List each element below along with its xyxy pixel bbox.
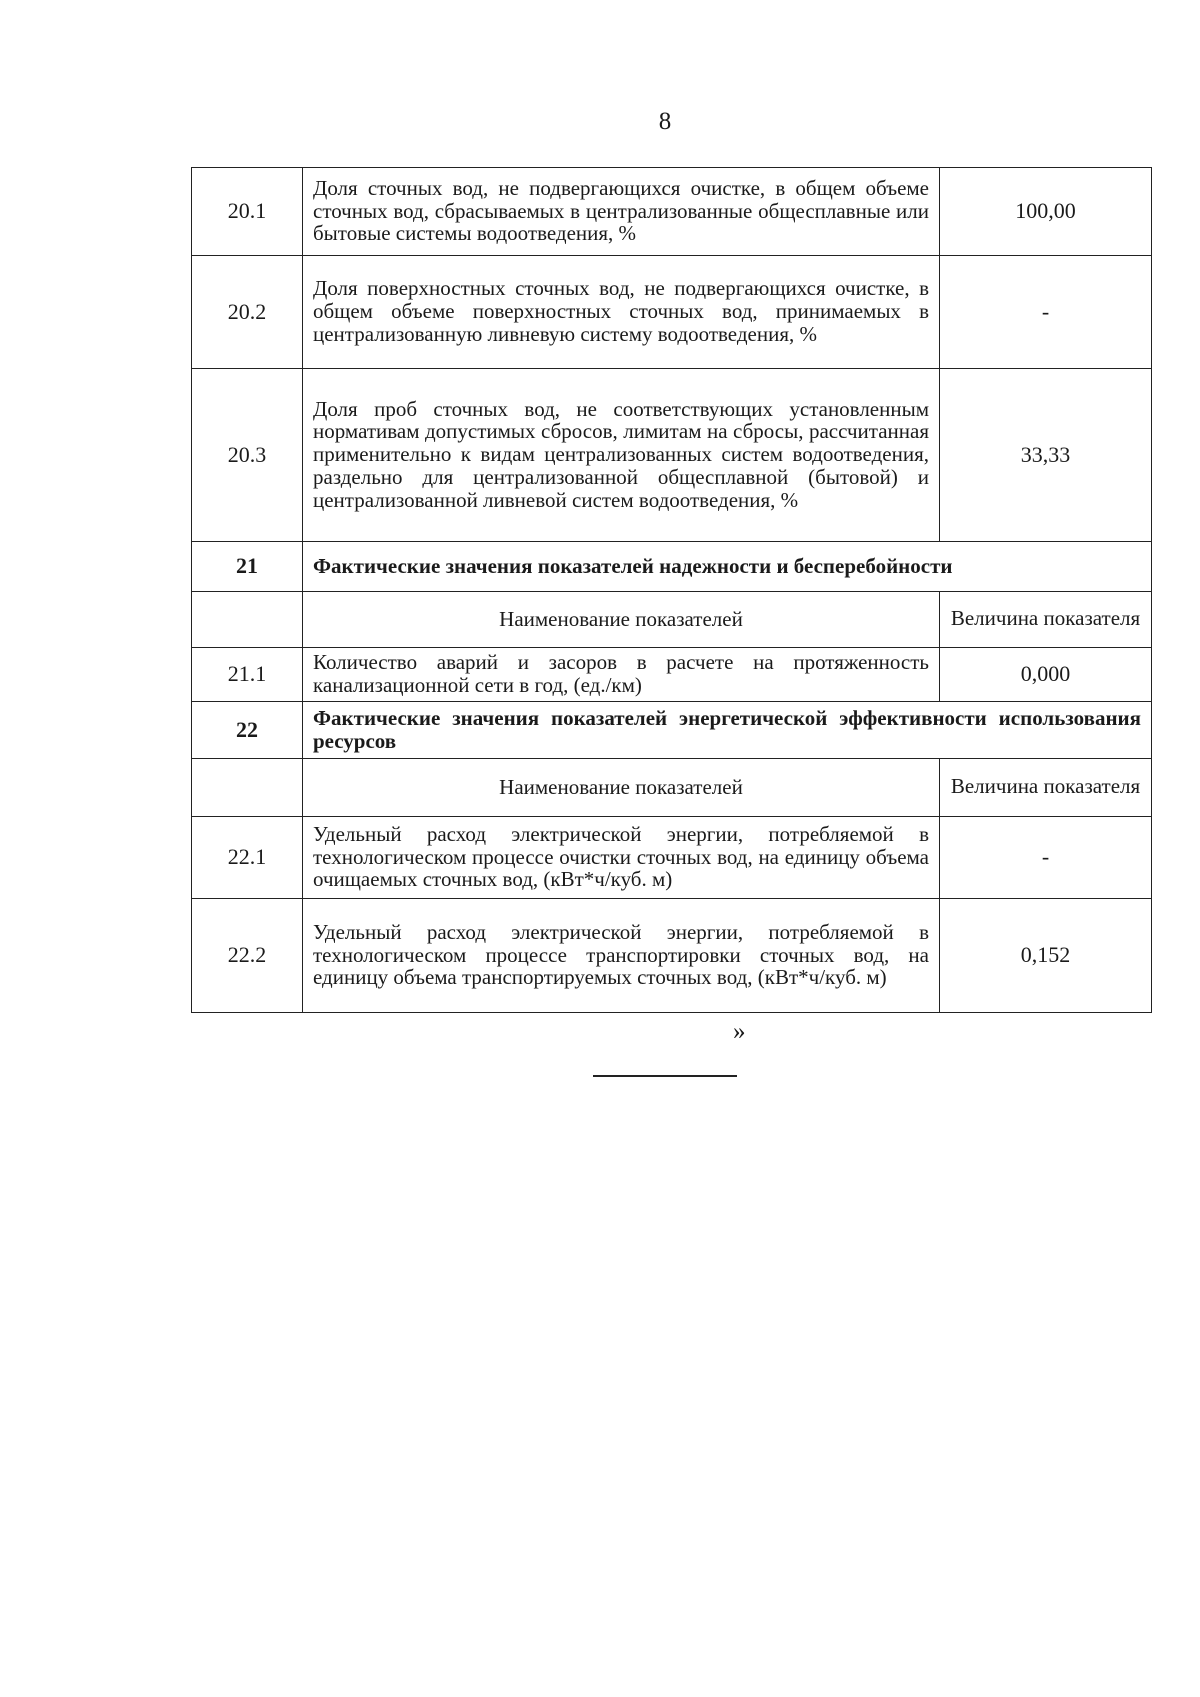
empty-cell xyxy=(192,592,303,648)
indicator-description: Доля поверхностных сточных вод, не подвергающихся очистке, в общем объеме поверхностных сточных вод, принимаемых в централизованную ливневую систему водоотведения, % xyxy=(303,256,940,369)
table-row xyxy=(192,648,1152,702)
header-indicator-name: Наименование показателей xyxy=(303,592,940,648)
row-number: 22.2 xyxy=(192,899,303,1013)
section-title: Фактические значения показателей энергетической эффективности использования ресурсов xyxy=(303,702,1152,759)
section-title-row xyxy=(192,542,1152,592)
header-indicator-value: Величина показателя xyxy=(940,759,1152,817)
indicator-value: 33,33 xyxy=(940,369,1152,542)
indicator-description: Доля сточных вод, не подвергающихся очистке, в общем объеме сточных вод, сбрасываемых в централизованные общесплавные или бытовые системы водоотведения, % xyxy=(303,168,940,256)
table-row xyxy=(192,817,1152,899)
table-row xyxy=(192,369,1152,542)
indicator-value: 0,000 xyxy=(940,648,1152,702)
section-header-row xyxy=(192,759,1152,817)
indicator-description: Доля проб сточных вод, не соответствующих установленным нормативам допустимых сбросов, лимитам на сбросы, рассчитанная применительно к видам централизованных систем водоотведения, раздельно для централизованной общесплавной (бытовой) и централизованной ливневой систем водоотведения, % xyxy=(303,369,940,542)
indicator-value: 0,152 xyxy=(940,899,1152,1013)
table-row xyxy=(192,899,1152,1013)
header-indicator-value: Величина показателя xyxy=(940,592,1152,648)
row-number: 20.1 xyxy=(192,168,303,256)
indicators-table xyxy=(191,167,1152,1013)
bottom-divider xyxy=(593,1075,737,1077)
table-row xyxy=(192,168,1152,256)
row-number: 21.1 xyxy=(192,648,303,702)
section-number: 22 xyxy=(192,702,303,759)
section-title-row xyxy=(192,702,1152,759)
indicator-value: 100,00 xyxy=(940,168,1152,256)
indicator-description: Удельный расход электрической энергии, потребляемой в технологическом процессе транспортировки сточных вод, на единицу объема транспортируемых сточных вод, (кВт*ч/куб. м) xyxy=(303,899,940,1013)
indicator-description: Удельный расход электрической энергии, потребляемой в технологическом процессе очистки сточных вод, на единицу объема очищаемых сточных вод, (кВт*ч/куб. м) xyxy=(303,817,940,899)
indicator-value: - xyxy=(940,817,1152,899)
table-row xyxy=(192,256,1152,369)
section-number: 21 xyxy=(192,542,303,592)
indicator-value: - xyxy=(940,256,1152,369)
closing-quote: » xyxy=(733,1018,746,1045)
header-indicator-name: Наименование показателей xyxy=(303,759,940,817)
page-number: 8 xyxy=(658,108,672,135)
row-number: 20.2 xyxy=(192,256,303,369)
empty-cell xyxy=(192,759,303,817)
row-number: 20.3 xyxy=(192,369,303,542)
section-header-row xyxy=(192,592,1152,648)
indicator-description: Количество аварий и засоров в расчете на протяженность канализационной сети в год, (ед./км) xyxy=(303,648,940,702)
row-number: 22.1 xyxy=(192,817,303,899)
section-title: Фактические значения показателей надежности и бесперебойности xyxy=(303,542,1152,592)
